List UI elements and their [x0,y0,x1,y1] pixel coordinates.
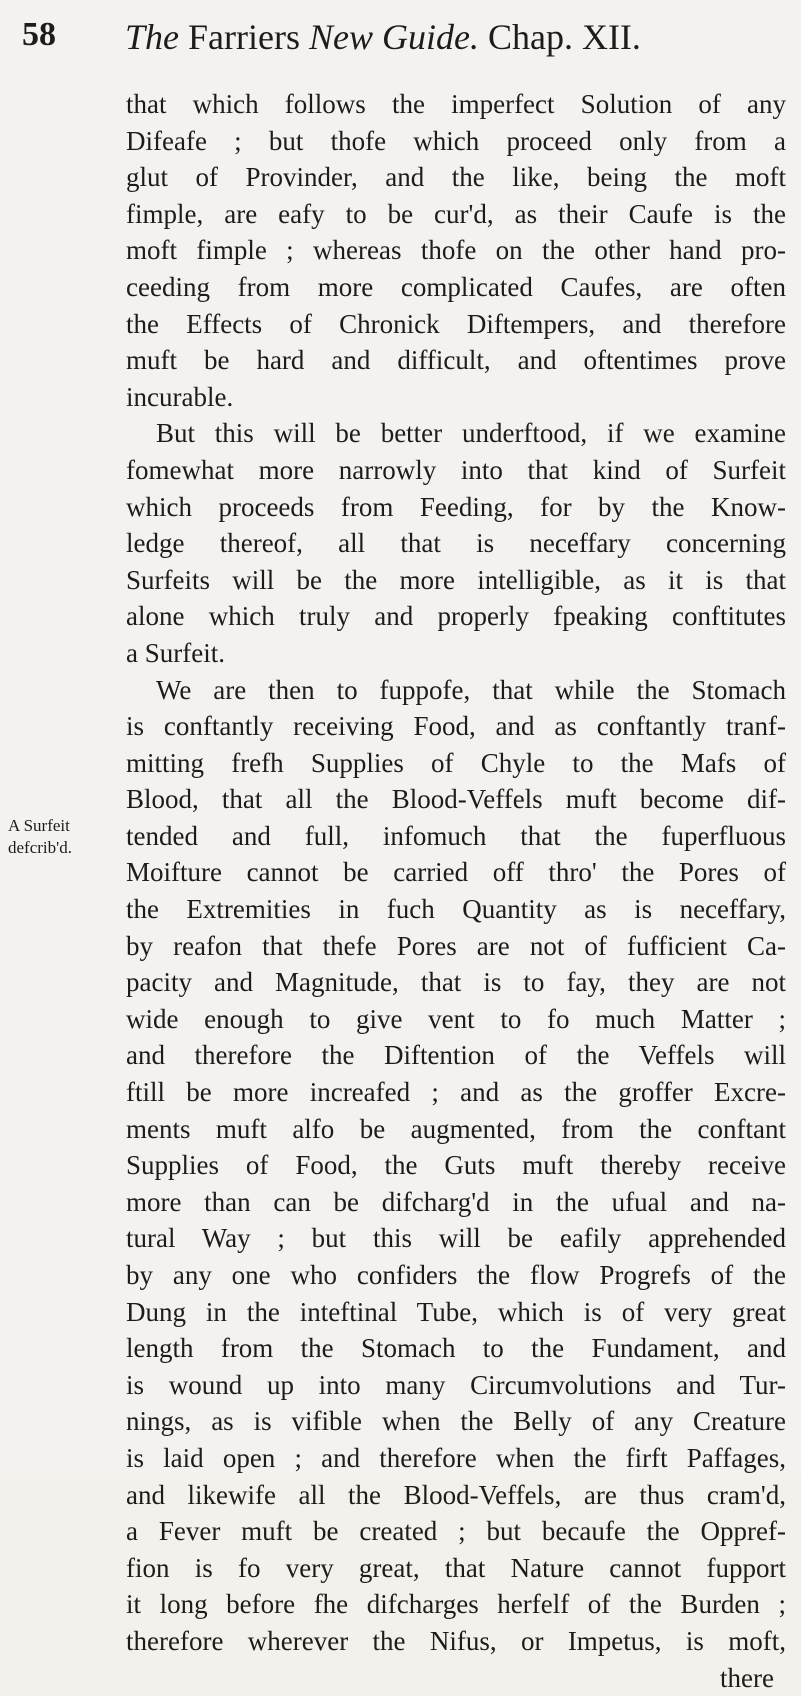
text-line: and therefore the Diftention of the Veffels will [126,1040,786,1071]
text-line: ledge thereof, all that is neceffary concerning [126,528,786,559]
text-line: fimple, are eafy to be cur'd, as their Caufe is the [126,198,786,229]
text-line: Supplies of Food, the Guts muft thereby receive [126,1150,786,1181]
text-line: more than can be difcharg'd in the ufual and na- [126,1186,786,1217]
text-line: Blood, that all the Blood-Veffels muft become dif- [126,784,786,815]
text-line: a Surfeit. [126,637,225,668]
text-line: But this will be better underftood, if we examine [156,418,786,449]
catchword: there [720,1662,774,1693]
page-number: 58 [22,16,56,53]
margin-note [8,815,100,859]
text-line: fomewhat more narrowly into that kind of Surfeit [126,454,786,485]
text-line: tural Way ; but this will be eafily apprehended [126,1223,786,1254]
running-head-chapter: Chap. XII. [487,17,641,57]
running-head-farriers: Farriers [188,17,300,57]
text-line: moft fimple ; whereas thofe on the other hand pro- [126,235,786,266]
text-line: is wound up into many Circumvolutions and Tur- [126,1369,786,1400]
text-line: a Fever muft be created ; but becaufe the Oppref- [126,1516,786,1547]
text-line: wide enough to give vent to fo much Matter ; [126,1003,786,1034]
text-line: glut of Provinder, and the like, being the moft [126,162,786,193]
text-line: mitting frefh Supplies of Chyle to the Mafs of [126,747,786,778]
text-line: the Extremities in fuch Quantity as is neceffary, [126,894,786,925]
body-text [126,86,786,1696]
text-line: fion is fo very great, that Nature cannot fupport [126,1552,786,1583]
text-line: muft be hard and difficult, and oftentimes prove [126,345,786,376]
text-line: alone which truly and properly fpeaking conftitutes [126,601,786,632]
text-line: is laid open ; and therefore when the firft Paffages, [126,1442,786,1473]
running-head-the: The [125,17,179,57]
text-line: ceeding from more complicated Caufes, are often [126,271,786,302]
text-line: therefore wherever the Nifus, or Impetus, is moft, [126,1625,786,1656]
text-line: Surfeits will be the more intelligible, as it is that [126,564,786,595]
text-line: Dung in the inteftinal Tube, which is of very great [126,1296,786,1327]
text-line: nings, as is vifible when the Belly of any Creature [126,1406,786,1437]
text-line: ftill be more increafed ; and as the groffer Excre- [126,1077,786,1108]
text-line: is conftantly receiving Food, and as conftantly tranf- [126,711,786,742]
running-head [125,16,641,58]
text-line: incurable. [126,381,234,412]
running-head-new-guide: New Guide. [308,17,479,57]
text-line: length from the Stomach to the Fundament, and [126,1333,786,1364]
text-line: by reafon that thefe Pores are not of fufficient Ca- [126,930,786,961]
margin-note-line-1: A Surfeit [8,816,70,835]
text-line: which proceeds from Feeding, for by the Know- [126,491,786,522]
text-line: that which follows the imperfect Solution of any [126,89,786,119]
text-line: by any one who confiders the flow Progrefs of the [126,1260,786,1290]
text-line: Difeafe ; but thofe which proceed only from a [126,125,786,156]
text-line: the Effects of Chronick Diftempers, and therefore [126,308,786,339]
text-line: it long before fhe difcharges herfelf of the Burden ; [126,1589,786,1620]
text-line: pacity and Magnitude, that is to fay, they are not [126,967,786,998]
text-line: ments muft alfo be augmented, from the conftant [126,1113,786,1144]
text-line: tended and full, infomuch that the fuperfluous [126,820,786,851]
text-line: Moifture cannot be carried off thro' the Pores of [126,857,786,888]
margin-note-line-2: defcrib'd. [8,838,72,857]
text-line: and likewife all the Blood-Veffels, are thus cram'd, [126,1479,786,1510]
text-line: We are then to fuppofe, that while the Stomach [156,674,786,705]
